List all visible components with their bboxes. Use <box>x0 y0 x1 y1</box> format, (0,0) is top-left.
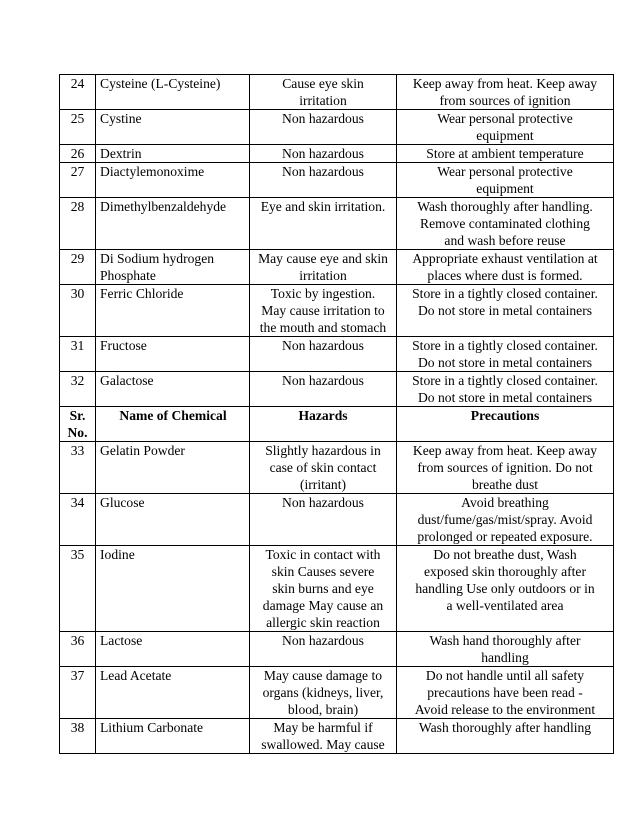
precautions-cell <box>397 110 614 145</box>
table-row <box>60 719 614 754</box>
hazards-cell-line: irritation <box>299 93 347 108</box>
precautions-cell-line: and wash before reuse <box>444 233 566 248</box>
header-serial-number <box>60 407 96 442</box>
serial-number-cell: 37 <box>60 667 96 719</box>
precautions-cell-line: equipment <box>476 181 534 196</box>
hazards-cell-line: blood, brain) <box>287 702 359 717</box>
chemical-name-cell-line: Cystine <box>100 111 142 126</box>
hazards-cell-line: May cause damage to <box>263 668 383 683</box>
hazards-cell-line: Non hazardous <box>282 338 364 353</box>
table-row <box>60 250 614 285</box>
serial-number-cell: 26 <box>60 145 96 163</box>
table-row <box>60 198 614 250</box>
precautions-cell-line: Wash thoroughly after handling. <box>417 199 593 214</box>
hazards-cell-line: Non hazardous <box>282 111 364 126</box>
hazards-cell <box>250 442 397 494</box>
hazards-cell-line: Non hazardous <box>282 633 364 648</box>
hazards-cell-line: Non hazardous <box>282 495 364 510</box>
table-row <box>60 337 614 372</box>
chemical-name-cell <box>96 632 250 667</box>
precautions-cell-line: handling Use only outdoors or in <box>415 581 595 596</box>
chemical-name-cell <box>96 145 250 163</box>
hazards-cell-line: swallowed. May cause <box>261 737 385 752</box>
precautions-cell <box>397 719 614 754</box>
chemical-name-cell-line: Ferric Chloride <box>100 286 184 301</box>
hazards-cell-line: allergic skin reaction <box>266 615 380 630</box>
precautions-cell-line: precautions have been read - <box>427 685 583 700</box>
table-row <box>60 442 614 494</box>
serial-number-cell: 29 <box>60 250 96 285</box>
chemical-name-cell-line: Gelatin Powder <box>100 443 185 458</box>
precautions-cell-line: Keep away from heat. Keep away <box>412 76 598 91</box>
hazards-cell <box>250 372 397 407</box>
chemical-name-cell-line: Lead Acetate <box>100 668 172 683</box>
precautions-cell-line: Avoid release to the environment <box>414 702 596 717</box>
hazards-cell-line: damage May cause an <box>262 598 384 613</box>
hazards-cell-line: organs (kidneys, liver, <box>262 685 384 700</box>
chemical-name-cell <box>96 75 250 110</box>
chemical-name-cell-line: Fructose <box>100 338 147 353</box>
serial-number-cell: 28 <box>60 198 96 250</box>
hazards-cell <box>250 494 397 546</box>
chemical-hazards-table <box>59 74 614 754</box>
precautions-cell <box>397 546 614 632</box>
precautions-cell <box>397 145 614 163</box>
header-hazards: Hazards <box>250 407 397 442</box>
precautions-cell <box>397 372 614 407</box>
chemical-name-cell-line: Dimethylbenzaldehyde <box>100 199 227 214</box>
precautions-cell-line: Avoid breathing <box>461 495 549 510</box>
chemical-name-cell <box>96 372 250 407</box>
precautions-cell-line: Do not handle until all safety <box>425 668 585 683</box>
chemical-name-cell-line: Diactylemonoxime <box>100 164 205 179</box>
table-body <box>60 75 614 754</box>
chemical-name-cell <box>96 163 250 198</box>
hazards-cell <box>250 110 397 145</box>
precautions-cell-line: Wash hand thoroughly after <box>429 633 581 648</box>
precautions-cell-line: Store at ambient temperature <box>426 146 584 161</box>
table-row <box>60 75 614 110</box>
precautions-cell-line: places where dust is formed. <box>427 268 583 283</box>
precautions-cell-line: Appropriate exhaust ventilation at <box>412 251 598 266</box>
chemical-name-cell-line: Phosphate <box>100 268 156 283</box>
chemical-name-cell <box>96 285 250 337</box>
precautions-cell <box>397 667 614 719</box>
hazards-cell-line: May be harmful if <box>273 720 373 735</box>
hazards-cell <box>250 163 397 198</box>
hazards-cell-line: May cause eye and skin <box>258 251 388 266</box>
hazards-cell-line: Toxic by ingestion. <box>270 286 376 301</box>
hazards-cell <box>250 145 397 163</box>
serial-number-cell: 27 <box>60 163 96 198</box>
hazards-cell-line: Eye and skin irritation. <box>260 199 386 214</box>
precautions-cell <box>397 163 614 198</box>
hazards-cell-line: Non hazardous <box>282 164 364 179</box>
table-row <box>60 546 614 632</box>
chemical-name-cell <box>96 546 250 632</box>
precautions-cell-line: Keep away from heat. Keep away <box>412 443 598 458</box>
serial-number-cell: 34 <box>60 494 96 546</box>
header-serial-number-line: No. <box>67 425 88 440</box>
precautions-cell-line: Wear personal protective <box>437 111 573 126</box>
hazards-cell <box>250 546 397 632</box>
hazards-cell-line: Toxic in contact with <box>265 547 381 562</box>
chemical-name-cell <box>96 719 250 754</box>
table-row <box>60 285 614 337</box>
table-row <box>60 667 614 719</box>
precautions-cell-line: a well-ventilated area <box>446 598 564 613</box>
hazards-cell <box>250 198 397 250</box>
hazards-cell <box>250 632 397 667</box>
hazards-cell <box>250 285 397 337</box>
chemical-name-cell <box>96 110 250 145</box>
precautions-cell-line: dust/fume/gas/mist/spray. Avoid <box>417 512 593 527</box>
hazards-cell-line: skin Causes severe <box>271 564 375 579</box>
chemical-name-cell-line: Glucose <box>100 495 145 510</box>
serial-number-cell: 32 <box>60 372 96 407</box>
hazards-cell-line: Non hazardous <box>282 373 364 388</box>
table-row <box>60 110 614 145</box>
chemical-name-cell <box>96 198 250 250</box>
hazards-cell-line: May cause irritation to <box>261 303 385 318</box>
hazards-cell <box>250 250 397 285</box>
chemical-name-cell <box>96 442 250 494</box>
precautions-cell <box>397 494 614 546</box>
precautions-cell-line: equipment <box>476 128 534 143</box>
precautions-cell <box>397 198 614 250</box>
precautions-cell <box>397 285 614 337</box>
precautions-cell-line: from sources of ignition. Do not <box>417 460 593 475</box>
header-chemical-name: Name of Chemical <box>96 407 250 442</box>
table-row <box>60 163 614 198</box>
chemical-name-cell-line: Dextrin <box>100 146 142 161</box>
precautions-cell-line: handling <box>481 650 529 665</box>
serial-number-cell: 30 <box>60 285 96 337</box>
table-header-row <box>60 407 614 442</box>
precautions-cell <box>397 632 614 667</box>
table-row <box>60 494 614 546</box>
chemical-name-cell-line: Di Sodium hydrogen <box>100 251 215 266</box>
chemical-name-cell <box>96 667 250 719</box>
precautions-cell-line: Store in a tightly closed container. <box>412 338 598 353</box>
precautions-cell <box>397 442 614 494</box>
hazards-cell-line: skin burns and eye <box>272 581 374 596</box>
precautions-cell-line: Wear personal protective <box>437 164 573 179</box>
serial-number-cell: 24 <box>60 75 96 110</box>
serial-number-cell: 38 <box>60 719 96 754</box>
precautions-cell-line: Remove contaminated clothing <box>420 216 590 231</box>
precautions-cell-line: Wash thoroughly after handling <box>418 720 592 735</box>
hazards-cell-line: case of skin contact <box>269 460 377 475</box>
serial-number-cell: 25 <box>60 110 96 145</box>
precautions-cell <box>397 75 614 110</box>
header-serial-number-line: Sr. <box>69 408 86 423</box>
precautions-cell-line: from sources of ignition <box>439 93 571 108</box>
precautions-cell-line: Store in a tightly closed container. <box>412 286 598 301</box>
table-row <box>60 632 614 667</box>
chemical-name-cell <box>96 250 250 285</box>
table-row <box>60 145 614 163</box>
hazards-cell <box>250 75 397 110</box>
hazards-cell-line: Non hazardous <box>282 146 364 161</box>
header-precautions: Precautions <box>397 407 614 442</box>
hazards-cell-line: irritation <box>299 268 347 283</box>
hazards-cell <box>250 667 397 719</box>
chemical-name-cell-line: Galactose <box>100 373 154 388</box>
chemical-name-cell <box>96 337 250 372</box>
precautions-cell-line: prolonged or repeated exposure. <box>417 529 593 544</box>
serial-number-cell: 31 <box>60 337 96 372</box>
hazards-cell <box>250 337 397 372</box>
serial-number-cell: 36 <box>60 632 96 667</box>
hazards-cell-line: Cause eye skin <box>282 76 364 91</box>
chemical-name-cell-line: Iodine <box>100 547 135 562</box>
precautions-cell-line: Do not store in metal containers <box>417 303 593 318</box>
precautions-cell-line: Do not store in metal containers <box>417 355 593 370</box>
hazards-cell-line: (irritant) <box>299 477 347 492</box>
precautions-cell-line: Do not breathe dust, Wash <box>433 547 577 562</box>
precautions-cell <box>397 250 614 285</box>
precautions-cell-line: breathe dust <box>471 477 539 492</box>
hazards-cell-line: Slightly hazardous in <box>265 443 381 458</box>
serial-number-cell: 35 <box>60 546 96 632</box>
chemical-name-cell-line: Lactose <box>100 633 143 648</box>
chemical-name-cell-line: Cysteine (L-Cysteine) <box>100 76 221 91</box>
hazards-cell-line: the mouth and stomach <box>259 320 387 335</box>
precautions-cell-line: Do not store in metal containers <box>417 390 593 405</box>
precautions-cell <box>397 337 614 372</box>
chemical-name-cell-line: Lithium Carbonate <box>100 720 204 735</box>
precautions-cell-line: exposed skin thoroughly after <box>424 564 586 579</box>
hazards-cell <box>250 719 397 754</box>
serial-number-cell: 33 <box>60 442 96 494</box>
precautions-cell-line: Store in a tightly closed container. <box>412 373 598 388</box>
chemical-name-cell <box>96 494 250 546</box>
table-row <box>60 372 614 407</box>
